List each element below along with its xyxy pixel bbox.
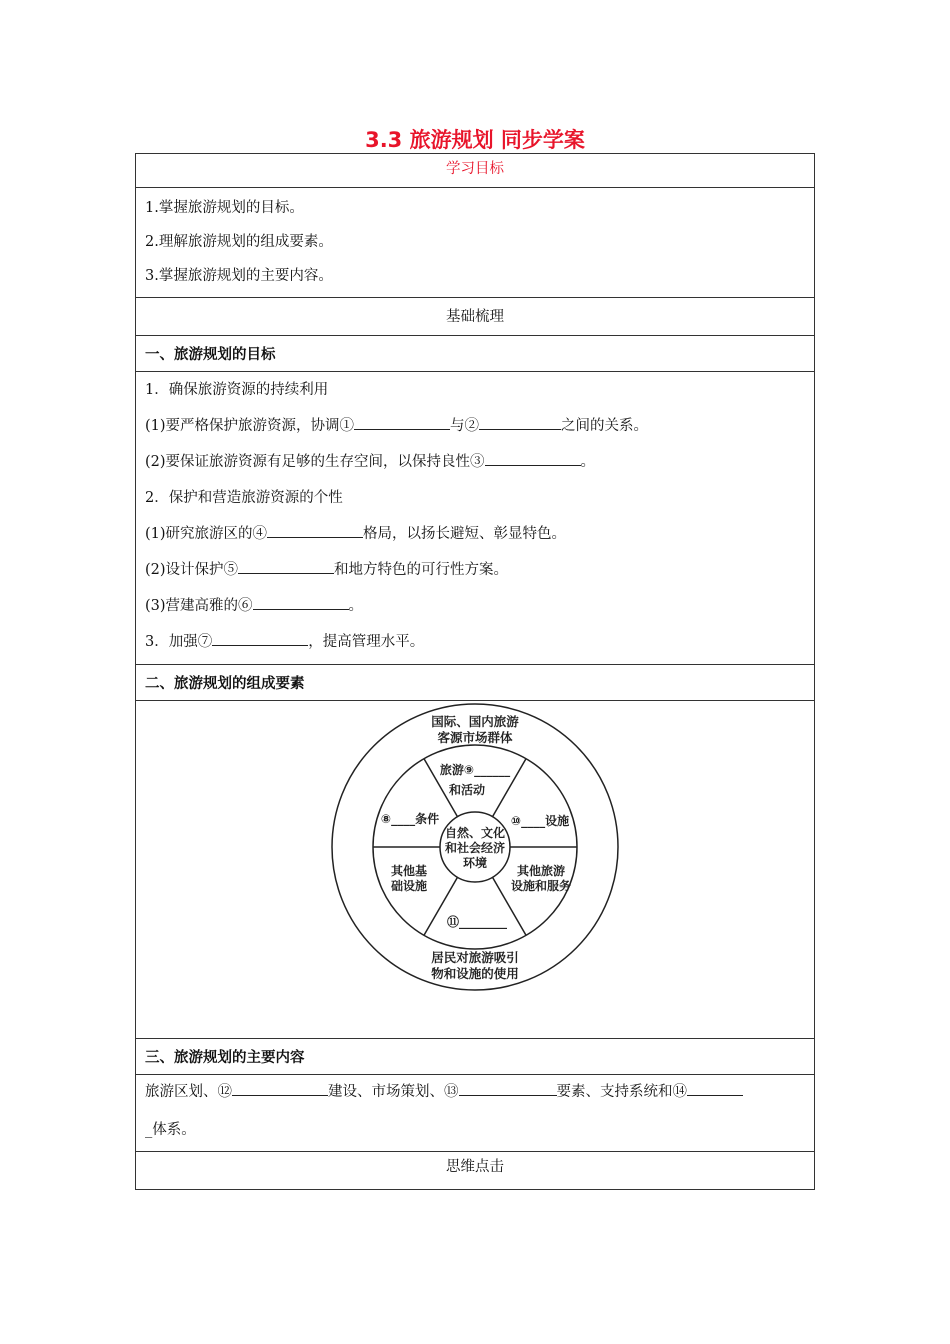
outer-bottom-label-1: 居民对旅游吸引	[431, 950, 519, 965]
thinking-header: 思维点击	[136, 1151, 814, 1189]
segment-bottom-label: ⑪________	[446, 915, 508, 929]
segment-lower-right-label-2: 设施和服务	[510, 879, 572, 893]
fill-blank-2[interactable]	[479, 414, 561, 430]
objectives-list	[136, 187, 814, 297]
section1-line: 1．确保旅游资源的持续利用	[145, 382, 329, 398]
segment-top-label-2: 和活动	[448, 783, 486, 797]
objective-item: 3.掌握旅游规划的主要内容。	[145, 268, 333, 284]
objectives-header: 学习目标	[446, 161, 504, 177]
planning-elements-diagram	[136, 701, 814, 1037]
center-label-2: 和社会经济	[444, 841, 506, 855]
fill-blank-3[interactable]	[485, 450, 581, 466]
section2-header: 二、旅游规划的组成要素	[136, 664, 814, 700]
section1-line: (1)要严格保护旅游资源，协调① 与② 之间的关系。	[136, 412, 814, 448]
fill-blank-14[interactable]	[687, 1080, 743, 1096]
segment-left-label: ⑧____条件	[380, 812, 440, 826]
outer-top-label-2: 客源市场群体	[437, 730, 513, 745]
fill-blank-6[interactable]	[253, 594, 349, 610]
segment-lower-left-label-2: 础设施	[390, 879, 428, 893]
section1-line: (2)要保证旅游资源有足够的生存空间，以保持良性③ 。	[136, 448, 814, 484]
section1-line: (3)营建高雅的⑥ 。	[136, 592, 814, 628]
section1-body	[136, 371, 814, 664]
segment-right-label: ⑩____设施	[510, 814, 570, 828]
segment-lower-left-label-1: 其他基	[390, 864, 428, 878]
section1-line: (1)研究旅游区的④ 格局，以扬长避短、彰显特色。	[136, 520, 814, 556]
section3-line: _体系。	[145, 1122, 196, 1138]
section3-header: 三、旅游规划的主要内容	[136, 1038, 814, 1074]
basics-header: 基础梳理	[136, 297, 814, 335]
fill-blank-12[interactable]	[232, 1080, 328, 1096]
section3-line: 旅游区划、⑫ 建设、市场策划、⑬ 要素、支持系统和⑭	[136, 1075, 814, 1113]
section3-body	[136, 1074, 814, 1151]
section1-line: 3．加强⑦ ，提高管理水平。	[136, 628, 814, 664]
center-label-1: 自然、文化	[444, 826, 506, 840]
worksheet-table	[135, 153, 815, 1190]
fill-blank-7[interactable]	[212, 630, 308, 646]
fill-blank-4[interactable]	[267, 522, 363, 538]
segment-top-label-1: 旅游⑨______	[439, 763, 511, 777]
section2-diagram-cell	[136, 700, 814, 1038]
outer-bottom-label-2: 物和设施的使用	[431, 966, 519, 981]
section1-line: (2)设计保护⑤ 和地方特色的可行性方案。	[136, 556, 814, 592]
fill-blank-13[interactable]	[459, 1080, 557, 1096]
section1-line: 2．保护和营造旅游资源的个性	[145, 490, 343, 506]
segment-lower-right-label-1: 其他旅游	[516, 864, 566, 878]
fill-blank-5[interactable]	[238, 558, 334, 574]
fill-blank-1[interactable]	[354, 414, 450, 430]
section1-header: 一、旅游规划的目标	[136, 335, 814, 371]
outer-top-label-1: 国际、国内旅游	[431, 714, 519, 729]
center-label-3: 环境	[462, 856, 488, 870]
objective-item: 2.理解旅游规划的组成要素。	[145, 234, 333, 250]
objective-item: 1.掌握旅游规划的目标。	[145, 200, 304, 216]
page-title: 3.3 旅游规划 同步学案	[365, 128, 585, 152]
